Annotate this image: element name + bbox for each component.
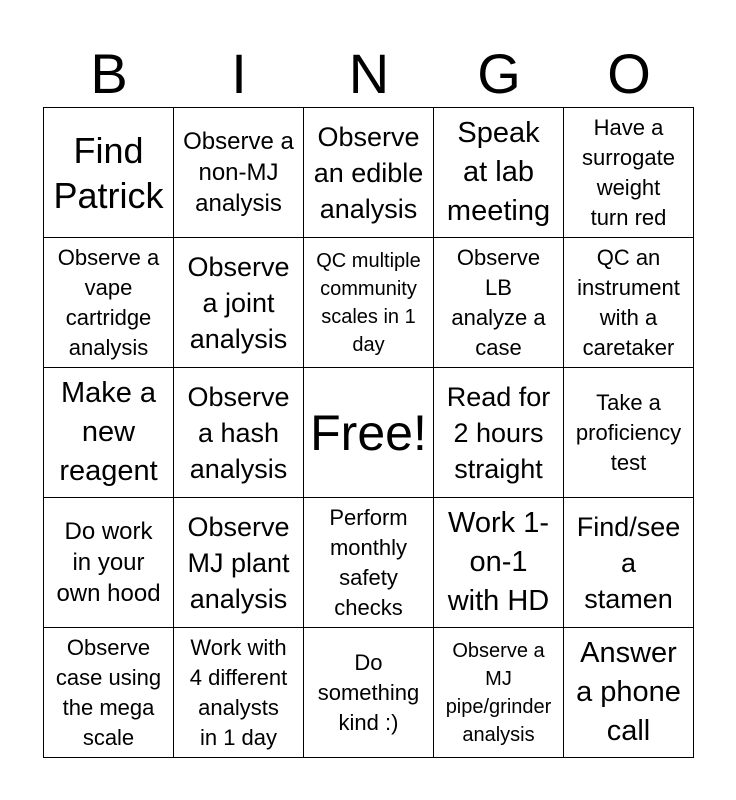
bingo-cell-r2c2[interactable] xyxy=(174,238,304,368)
cell-label: QC multiple community scales in 1 day xyxy=(316,249,421,356)
cell-label: Have a surrogate weight turn red xyxy=(582,114,675,230)
bingo-cell-r3c2[interactable] xyxy=(174,368,304,498)
bingo-header xyxy=(44,40,694,108)
bingo-cell-r3c4[interactable] xyxy=(434,368,564,498)
cell-label: Observe an edible analysis xyxy=(313,121,424,224)
bingo-cell-r1c5[interactable] xyxy=(564,108,694,238)
bingo-cell-r1c3[interactable] xyxy=(304,108,434,238)
bingo-cell-r1c2[interactable] xyxy=(174,108,304,238)
cell-label: Observe LB analyze a case xyxy=(451,244,546,360)
bingo-cell-r1c1[interactable] xyxy=(44,108,174,238)
cell-label: Work 1- on-1 with HD xyxy=(447,507,550,617)
header-letter-g: G xyxy=(477,42,521,105)
cell-label: Read for 2 hours straight xyxy=(446,381,551,484)
cell-label: Speak at lab meeting xyxy=(446,117,551,227)
cell-label: Perform monthly safety checks xyxy=(329,504,408,620)
cell-label: Observe MJ plant analysis xyxy=(187,511,290,614)
bingo-cell-r1c4[interactable] xyxy=(434,108,564,238)
cell-label: Answer a phone call xyxy=(576,637,681,747)
bingo-card-grid xyxy=(43,107,694,758)
bingo-cell-r2c3[interactable] xyxy=(304,238,434,368)
cell-label: Find Patrick xyxy=(53,129,164,216)
bingo-cell-r5c4[interactable] xyxy=(434,628,564,758)
bingo-cell-r2c5[interactable] xyxy=(564,238,694,368)
bingo-cell-r2c4[interactable] xyxy=(434,238,564,368)
free-space-label: Free! xyxy=(310,404,427,461)
cell-label: Observe a non-MJ analysis xyxy=(183,128,294,217)
cell-label: Do something kind :) xyxy=(317,649,420,735)
bingo-cell-r4c4[interactable] xyxy=(434,498,564,628)
bingo-cell-r5c1[interactable] xyxy=(44,628,174,758)
cell-label: Work with 4 different analysts in 1 day xyxy=(189,634,288,750)
bingo-cell-r4c3[interactable] xyxy=(304,498,434,628)
bingo-cell-r2c1[interactable] xyxy=(44,238,174,368)
cell-label: Observe a MJ pipe/grinder analysis xyxy=(445,639,552,746)
bingo-cell-r5c2[interactable] xyxy=(174,628,304,758)
bingo-cell-r4c1[interactable] xyxy=(44,498,174,628)
bingo-cell-r5c3[interactable] xyxy=(304,628,434,758)
cell-label: Do work in your own hood xyxy=(56,518,161,607)
cell-label: Take a proficiency test xyxy=(575,389,682,475)
bingo-cell-free[interactable] xyxy=(304,368,434,498)
bingo-cell-r3c1[interactable] xyxy=(44,368,174,498)
cell-label: Observe a vape cartridge analysis xyxy=(57,244,160,360)
cell-label: Observe a joint analysis xyxy=(187,251,290,354)
header-letter-b: B xyxy=(90,42,128,105)
header-letter-o: O xyxy=(607,42,651,105)
cell-label: Make a new reagent xyxy=(59,377,158,487)
bingo-cell-r4c5[interactable] xyxy=(564,498,694,628)
header-letter-n: N xyxy=(348,42,390,105)
bingo-cell-r3c5[interactable] xyxy=(564,368,694,498)
cell-label: QC an instrument with a caretaker xyxy=(577,244,680,360)
bingo-cell-r4c2[interactable] xyxy=(174,498,304,628)
header-letter-i: I xyxy=(231,42,247,105)
cell-label: Observe a hash analysis xyxy=(187,381,290,484)
cell-label: Find/see a stamen xyxy=(576,511,681,614)
bingo-cell-r5c5[interactable] xyxy=(564,628,694,758)
cell-label: Observe case using the mega scale xyxy=(55,634,162,750)
